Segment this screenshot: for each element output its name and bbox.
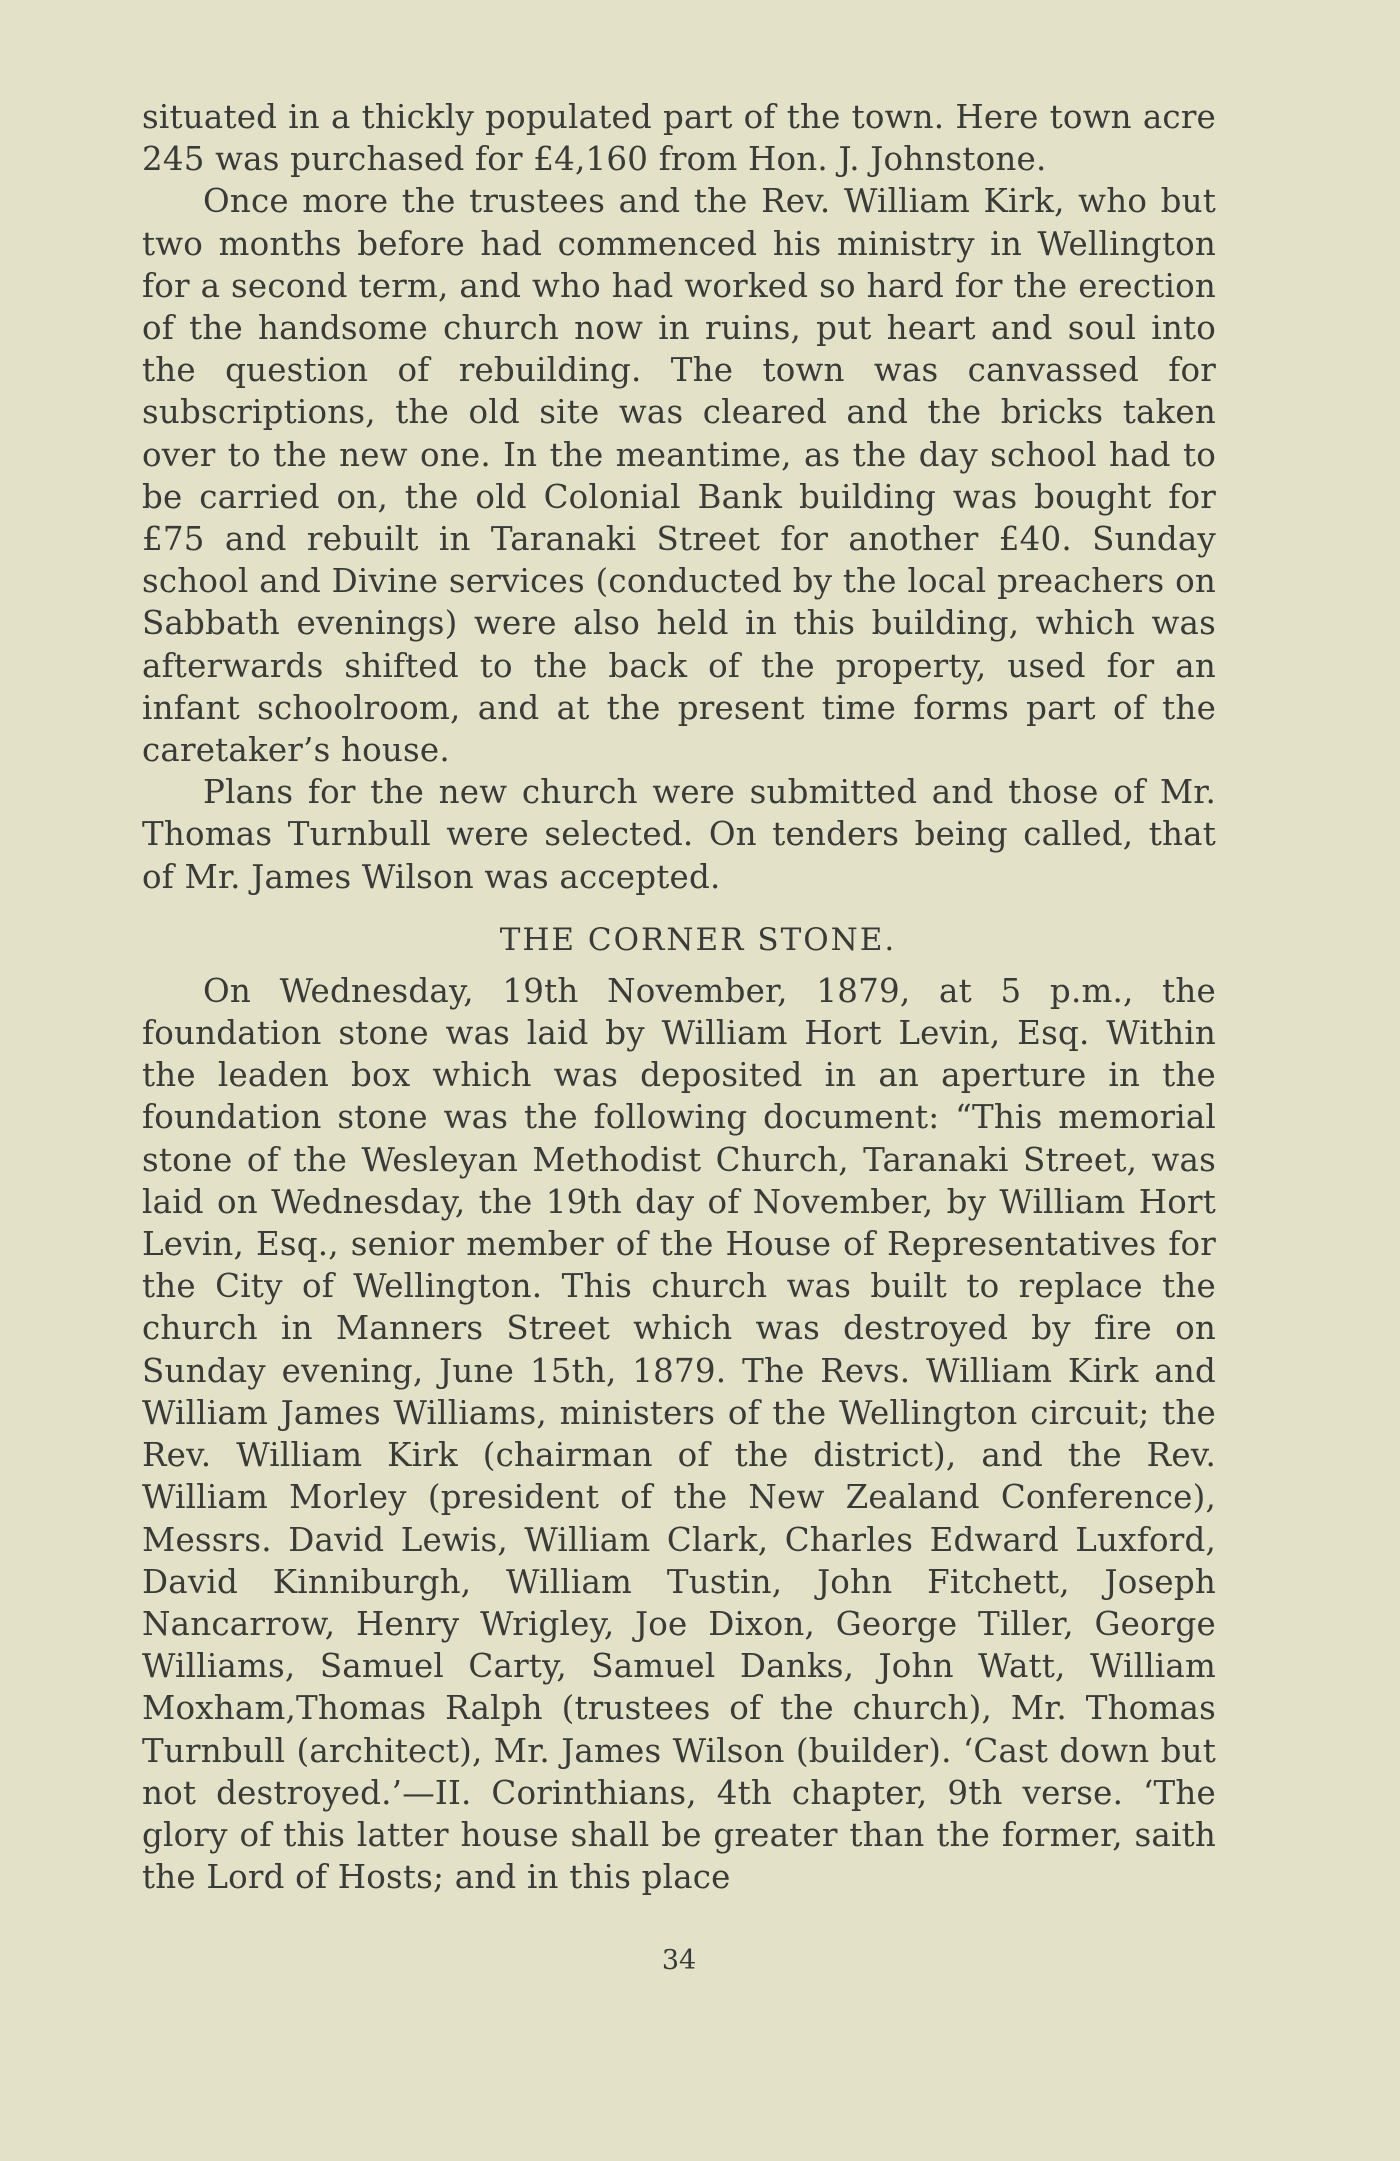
document-page	[142, 96, 1216, 2136]
section-heading: THE CORNER STONE.	[499, 921, 897, 958]
paragraph-continuation: situated in a thickly populated part of the town. Here town acre 245 was purchased for £4,160 from Hon. J. Johnstone.	[142, 98, 1216, 179]
paragraph-plans: Plans for the new church were submitted and those of Mr. Thomas Turnbull were selected. On tenders being called, that of Mr. James Wilson was accepted.	[142, 773, 1216, 896]
paragraph-rebuilding: Once more the trustees and the Rev. William Kirk, who but two months before had commenced his ministry in Wellington for a second term, and who had worked so hard for the erection of the handsome church now in ruins, put heart and soul into the question of rebuilding. The town was canvassed for subscriptions, the old site was cleared and the bricks taken over to the new one. In the meantime, as the day school had to be carried on, the old Colonial Bank building was bought for £75 and rebuilt in Taranaki Street for another £40. Sunday school and Divine services (conducted by the local preachers on Sabbath evenings) were also held in this building, which was afterwards shifted to the back of the property, used for an infant schoolroom, and at the present time forms part of the caretaker’s house.	[142, 182, 1216, 770]
page-number: 34	[661, 1945, 697, 1976]
paragraph-foundation-stone: On Wednesday, 19th November, 1879, at 5 p.m., the foundation stone was laid by William Hort Levin, Esq. Within the leaden box which was deposited in an aperture in the foundation stone was the following document: “This memorial stone of the Wesleyan Methodist Church, Taranaki Street, was laid on Wednesday, the 19th day of November, by William Hort Levin, Esq., senior member of the House of Representatives for the City of Wellington. This church was built to replace the church in Manners Street which was destroyed by fire on Sunday evening, June 15th, 1879. The Revs. William Kirk and William James Williams, ministers of the Wellington circuit; the Rev. William Kirk (chairman of the district), and the Rev. William Morley (president of the New Zealand Conference), Messrs. David Lewis, William Clark, Charles Edward Luxford, David Kinniburgh, William Tustin, John Fitchett, Joseph Nancarrow, Henry Wrigley, Joe Dixon, George Tiller, George Williams, Samuel Carty, Samuel Danks, John Watt, William Moxham,Thomas Ralph (trustees of the church), Mr. Thomas Turnbull (architect), Mr. James Wilson (builder). ‘Cast down but not destroyed.’—II. Corinthians, 4th chapter, 9th verse. ‘The glory of this latter house shall be greater than the former, saith the Lord of Hosts; and in this place	[142, 971, 1216, 1897]
